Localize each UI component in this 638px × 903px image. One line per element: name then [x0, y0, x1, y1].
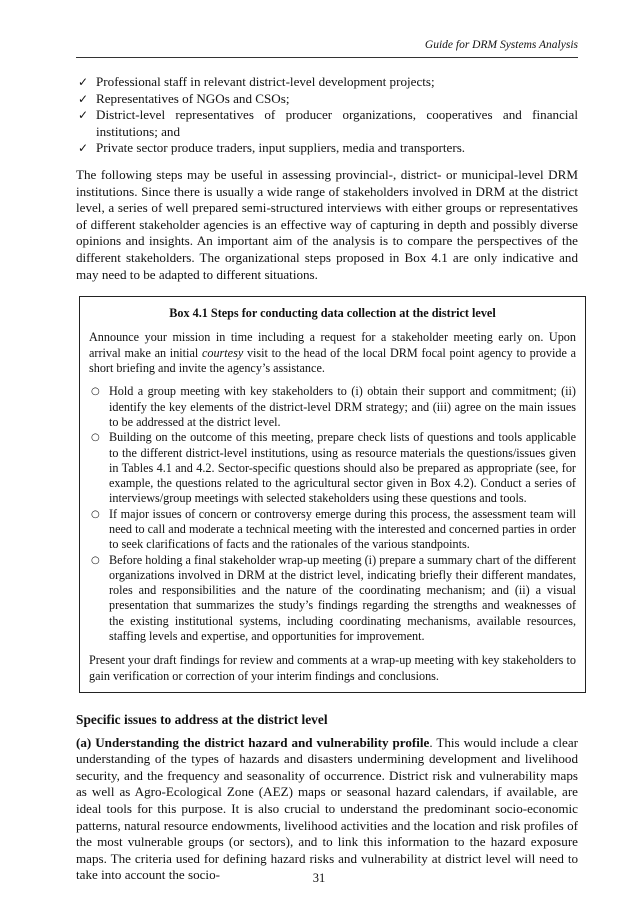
box-title: Box 4.1 Steps for conducting data collection at the district level: [169, 306, 496, 321]
section-paragraph: (a) Understanding the district hazard and vulnerability profile. This would include a clear understanding of the types of hazards and disasters undermining development and livelihood security, and the frequency and seasonality of occurrence. District risk and vulnerability maps as well as Agro-Ecological Zone (AEZ) maps or seasonal hazard calendars, if available, are ideal tools for this purpose. It is also crucial to understand the predominant socio-economic patterns, natural resource endowments, livelihood activities and the location and risk profiles of the most vulnerable groups (or sectors), and to link this information to the hazard exposure maps. The criteria used for defining hazard risks and vulnerability at district level will need to take into account the socio-: [76, 734, 579, 883]
box-step: ○ If major issues of concern or controversy emerge during this process, the assessment team will need to call and moderate a technical meeting with the interested and concerned parties in order to seek clarifications of facts and the rationales of the various standpoints.: [91, 506, 576, 552]
box-step: ○ Building on the outcome of this meeting, prepare check lists of questions and tools applicable to the different district-level institutions, using as resource materials the questions/issues given in Tables 4.1 and 4.2. Sector-specific questions should also be prepared as appropriate (see, for example, the questions related to the agricultural sector given in Box 4.2). Conduct a series of interviews/group meetings with selected stakeholders using these questions and tools.: [91, 430, 576, 506]
check-mark-icon: ✓: [78, 141, 89, 156]
running-header: Guide for DRM Systems Analysis: [424, 39, 578, 51]
header-rule: [76, 57, 578, 58]
checklist-item: ✓ Professional staff in relevant district-level development projects;: [78, 74, 435, 89]
check-mark-icon: ✓: [78, 91, 89, 106]
checklist-item: ✓ Representatives of NGOs and CSOs;: [78, 90, 290, 106]
open-circle-bullet-icon: ○: [91, 432, 100, 444]
box-steps-list: [89, 384, 576, 644]
box-4-1: [79, 296, 586, 693]
open-circle-bullet-icon: ○: [91, 554, 100, 566]
section-heading: Specific issues to address at the district level: [76, 711, 328, 727]
box-opening-paragraph: Announce your mission in time including a request for a stakeholder meeting early on. Upon arrival make an initial courtesy visit to the head of the local DRM focal point agency to provide a short briefing and invite the agency’s assistance.: [89, 330, 576, 376]
check-mark-icon: ✓: [78, 108, 89, 123]
checklist-item: ✓ Private sector produce traders, input suppliers, media and transporters.: [78, 140, 466, 156]
page-body: [76, 74, 578, 884]
checklist-item: ✓ District-level representatives of producer organizations, cooperatives and financial institutions; and: [78, 107, 578, 139]
check-mark-icon: ✓: [78, 75, 89, 89]
box-closing-paragraph: Present your draft findings for review and comments at a wrap-up meeting with key stakeholders to gain verification or correction of your interim findings and conclusions.: [89, 653, 576, 683]
page-number: 31: [312, 871, 326, 885]
box-step: ○ Hold a group meeting with key stakeholders to (i) obtain their support and commitment; (ii) identify the key elements of the district-level DRM strategy; and (iii) agree on the main issues to be addressed at the district level.: [91, 384, 576, 429]
stakeholder-checklist: [76, 74, 578, 157]
open-circle-bullet-icon: ○: [91, 508, 100, 520]
box-step: ○ Before holding a final stakeholder wrap-up meeting (i) prepare a summary chart of the different organizations involved in DRM at the district level, indicating briefly their different mandates, roles and responsibilities and the nature of the coordinating mechanism; and (ii) a visual presentation that summarizes the study’s findings regarding the strengths and weaknesses of the existing institutional systems, including coordinating mechanisms, available resources, staffing levels and expertise, and opportunities for improvement.: [91, 552, 576, 644]
section-lead: (a) Understanding the district hazard and vulnerability profile: [76, 734, 430, 750]
intro-paragraph: The following steps may be useful in assessing provincial-, district- or municipal-level DRM institutions. Since there is usually a wide range of stakeholders involved in DRM at the district level, a series of well prepared semi-structured interviews with either groups or representatives of different stakeholder agencies is an effective way of capturing in depth and possibly diverse opinions and insights. An important aim of the analysis is to compare the perspectives of the different stakeholders. The organizational steps proposed in Box 4.1 are only indicative and may need to be adapted to different situations.: [76, 166, 578, 282]
open-circle-bullet-icon: ○: [91, 386, 100, 398]
